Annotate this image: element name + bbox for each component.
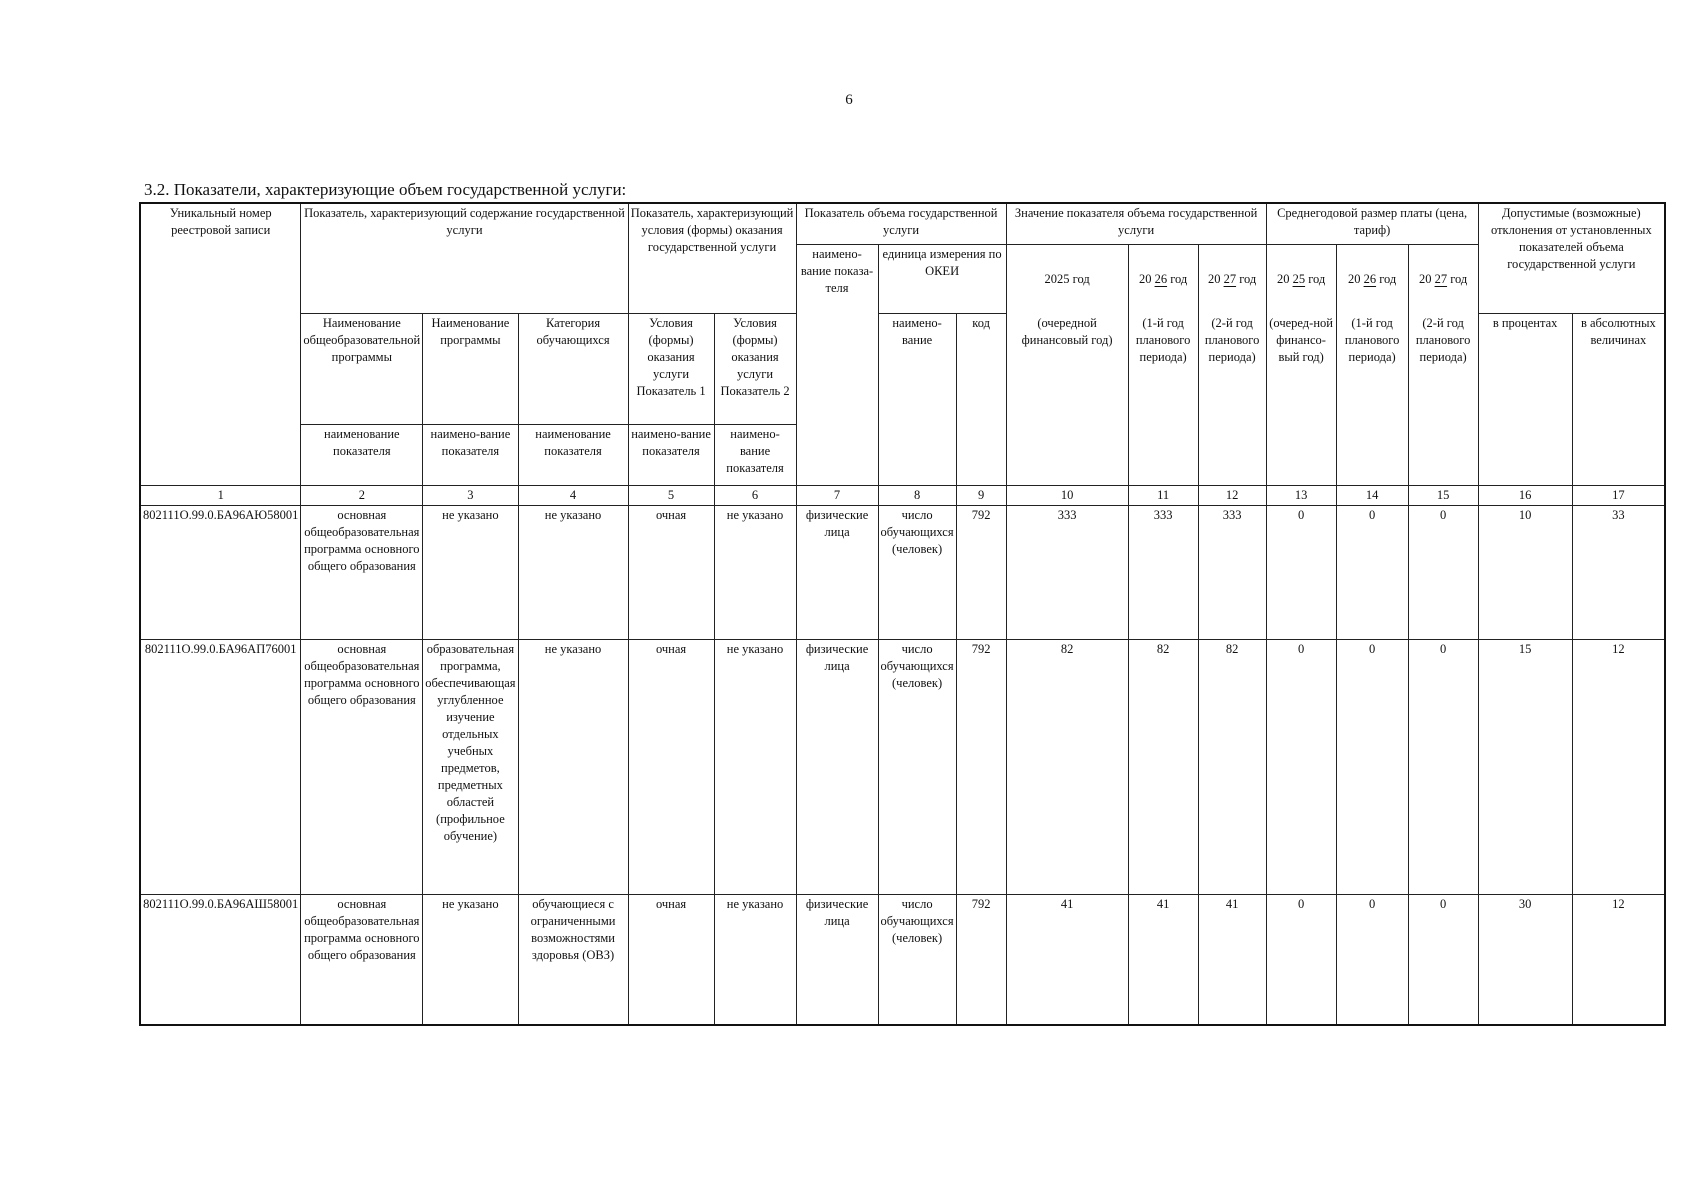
- value-2027: 82: [1198, 640, 1266, 895]
- indicator-name: физические лица: [796, 895, 878, 1026]
- deviation-absolute: 33: [1572, 506, 1665, 640]
- header-sub-name-e: наимено-вание показателя: [714, 425, 796, 486]
- condition-1: очная: [628, 640, 714, 895]
- header-sub-name-c: наименование показателя: [518, 425, 628, 486]
- column-number: 5: [628, 486, 714, 506]
- program-name: основная общеобразовательная программа основного общего образования: [301, 640, 423, 895]
- registry-number: 802111О.99.0.БА96АШ58001: [140, 895, 301, 1026]
- header-volume-value: Значение показателя объема государственной услуги: [1006, 203, 1266, 245]
- fee-2026-value: 26: [1363, 271, 1377, 286]
- fee-2025: 0: [1266, 640, 1336, 895]
- column-number: 12: [1198, 486, 1266, 506]
- header-next-fin-note: (очеред-ной финансо-вый год): [1266, 314, 1336, 486]
- fee-2027-value: 27: [1434, 271, 1448, 286]
- value-2026: 333: [1128, 506, 1198, 640]
- header-condition-1: Условия (формы) оказания услуги Показатель 1: [628, 314, 714, 425]
- column-number: 3: [423, 486, 518, 506]
- program: не указано: [423, 506, 518, 640]
- fee-2025: 0: [1266, 506, 1336, 640]
- column-number: 16: [1478, 486, 1572, 506]
- header-in-percent: в процентах: [1478, 314, 1572, 486]
- unit-name: число обучающихся (человек): [878, 895, 956, 1026]
- header-sub-name-a: наименование показателя: [301, 425, 423, 486]
- header-plan1-note: (1-й год планового периода): [1128, 314, 1198, 486]
- column-number: 7: [796, 486, 878, 506]
- fee-2027: 0: [1408, 506, 1478, 640]
- header-unit-code: код: [956, 314, 1006, 486]
- header-condition-2: Условия (формы) оказания услуги Показатель 2: [714, 314, 796, 425]
- header-year-2027: [1198, 245, 1266, 314]
- unit-code: 792: [956, 640, 1006, 895]
- header-year-2025: 2025 год: [1006, 245, 1128, 314]
- value-2026: 41: [1128, 895, 1198, 1026]
- condition-2: не указано: [714, 640, 796, 895]
- header-unit-name: наимено-вание: [878, 314, 956, 486]
- table-row: [140, 895, 1665, 1026]
- header-deviations: Допустимые (возможные) отклонения от установленных показателей объема государственной услуги: [1478, 203, 1665, 314]
- unit-code: 792: [956, 895, 1006, 1026]
- header-in-absolute: в абсолютных величинах: [1572, 314, 1665, 486]
- indicator-name: физические лица: [796, 640, 878, 895]
- table-row: [140, 640, 1665, 895]
- year-2027-value: 27: [1223, 271, 1237, 286]
- registry-number: 802111О.99.0.БА96АП76001: [140, 640, 301, 895]
- column-number: 1: [140, 486, 301, 506]
- header-unique-number: Уникальный номер реестровой записи: [140, 203, 301, 486]
- header-sub-name-d: наимено-вание показателя: [628, 425, 714, 486]
- condition-1: очная: [628, 895, 714, 1026]
- deviation-percent: 15: [1478, 640, 1572, 895]
- header-category: Категория обучающихся: [518, 314, 628, 425]
- table-row: [140, 506, 1665, 640]
- header-volume-indicator: Показатель объема государственной услуги: [796, 203, 1006, 245]
- value-2027: 41: [1198, 895, 1266, 1026]
- column-number: 2: [301, 486, 423, 506]
- fee-2025-suffix: год: [1308, 271, 1326, 286]
- year-2027-suffix: год: [1239, 271, 1257, 286]
- header-content-indicator: Показатель, характеризующий содержание государственной услуги: [301, 203, 628, 314]
- fee-2025-value: 25: [1292, 271, 1306, 286]
- category: обучающиеся с ограниченными возможностями здоровья (ОВЗ): [518, 895, 628, 1026]
- program: не указано: [423, 895, 518, 1026]
- header-plan2-note: (2-й год планового периода): [1198, 314, 1266, 486]
- column-number: 6: [714, 486, 796, 506]
- header-sub-name-b: наимено-вание показателя: [423, 425, 518, 486]
- column-number: 9: [956, 486, 1006, 506]
- header-unit: единица измерения по ОКЕИ: [878, 245, 1006, 314]
- header-program: Наименование программы: [423, 314, 518, 425]
- column-number: 13: [1266, 486, 1336, 506]
- registry-number: 802111О.99.0.БА96АЮ58001: [140, 506, 301, 640]
- column-number: 17: [1572, 486, 1665, 506]
- fee-2027-suffix: год: [1450, 271, 1468, 286]
- fee-2025: 0: [1266, 895, 1336, 1026]
- header-year-2025-note: (очередной финансовый год): [1006, 314, 1128, 486]
- program-name: основная общеобразовательная программа основного общего образования: [301, 506, 423, 640]
- header-fee-plan2-note: (2-й год планового периода): [1408, 314, 1478, 486]
- header-program-name: Наименование общеобразовательной программы: [301, 314, 423, 425]
- column-number: 4: [518, 486, 628, 506]
- fee-2026: 0: [1336, 640, 1408, 895]
- fee-2027-prefix: 20: [1418, 271, 1432, 286]
- header-year-2026: [1128, 245, 1198, 314]
- year-2026-value: 26: [1154, 271, 1168, 286]
- deviation-absolute: 12: [1572, 640, 1665, 895]
- deviation-percent: 10: [1478, 506, 1572, 640]
- deviation-percent: 30: [1478, 895, 1572, 1026]
- fee-2026-suffix: год: [1379, 271, 1397, 286]
- year-2026-prefix: 20: [1138, 271, 1152, 286]
- unit-name: число обучающихся (человек): [878, 506, 956, 640]
- header-indicator-name: наимено-вание показа-теля: [796, 245, 878, 486]
- column-number: 8: [878, 486, 956, 506]
- program-name: основная общеобразовательная программа основного общего образования: [301, 895, 423, 1026]
- value-2025: 333: [1006, 506, 1128, 640]
- condition-1: очная: [628, 506, 714, 640]
- unit-name: число обучающихся (человек): [878, 640, 956, 895]
- value-2027: 333: [1198, 506, 1266, 640]
- volume-indicators-table: [139, 202, 1666, 1026]
- condition-2: не указано: [714, 506, 796, 640]
- column-number: 11: [1128, 486, 1198, 506]
- header-fee-year-2025: [1266, 245, 1336, 314]
- fee-2026: 0: [1336, 895, 1408, 1026]
- fee-2027: 0: [1408, 895, 1478, 1026]
- page-number: 6: [845, 92, 853, 108]
- column-number: 15: [1408, 486, 1478, 506]
- header-fee-year-2027: [1408, 245, 1478, 314]
- deviation-absolute: 12: [1572, 895, 1665, 1026]
- header-fee-year-2026: [1336, 245, 1408, 314]
- column-number-row: [140, 486, 1665, 506]
- indicator-name: физические лица: [796, 506, 878, 640]
- program: образовательная программа, обеспечивающая углубленное изучение отдельных учебных предметов, предметных областей (профильное обучение): [423, 640, 518, 895]
- value-2025: 82: [1006, 640, 1128, 895]
- header-fee-plan1-note: (1-й год планового периода): [1336, 314, 1408, 486]
- condition-2: не указано: [714, 895, 796, 1026]
- header-avg-fee: Среднегодовой размер платы (цена, тариф): [1266, 203, 1478, 245]
- value-2025: 41: [1006, 895, 1128, 1026]
- year-2026-suffix: год: [1170, 271, 1188, 286]
- year-2027-prefix: 20: [1207, 271, 1221, 286]
- column-number: 14: [1336, 486, 1408, 506]
- fee-2026-prefix: 20: [1347, 271, 1361, 286]
- fee-2026: 0: [1336, 506, 1408, 640]
- fee-2027: 0: [1408, 640, 1478, 895]
- header-conditions-indicator: Показатель, характеризующий условия (формы) оказания государственной услуги: [628, 203, 796, 314]
- unit-code: 792: [956, 506, 1006, 640]
- section-title: 3.2. Показатели, характеризующие объем государственной услуги:: [144, 180, 627, 199]
- category: не указано: [518, 506, 628, 640]
- column-number: 10: [1006, 486, 1128, 506]
- category: не указано: [518, 640, 628, 895]
- value-2026: 82: [1128, 640, 1198, 895]
- fee-2025-prefix: 20: [1276, 271, 1290, 286]
